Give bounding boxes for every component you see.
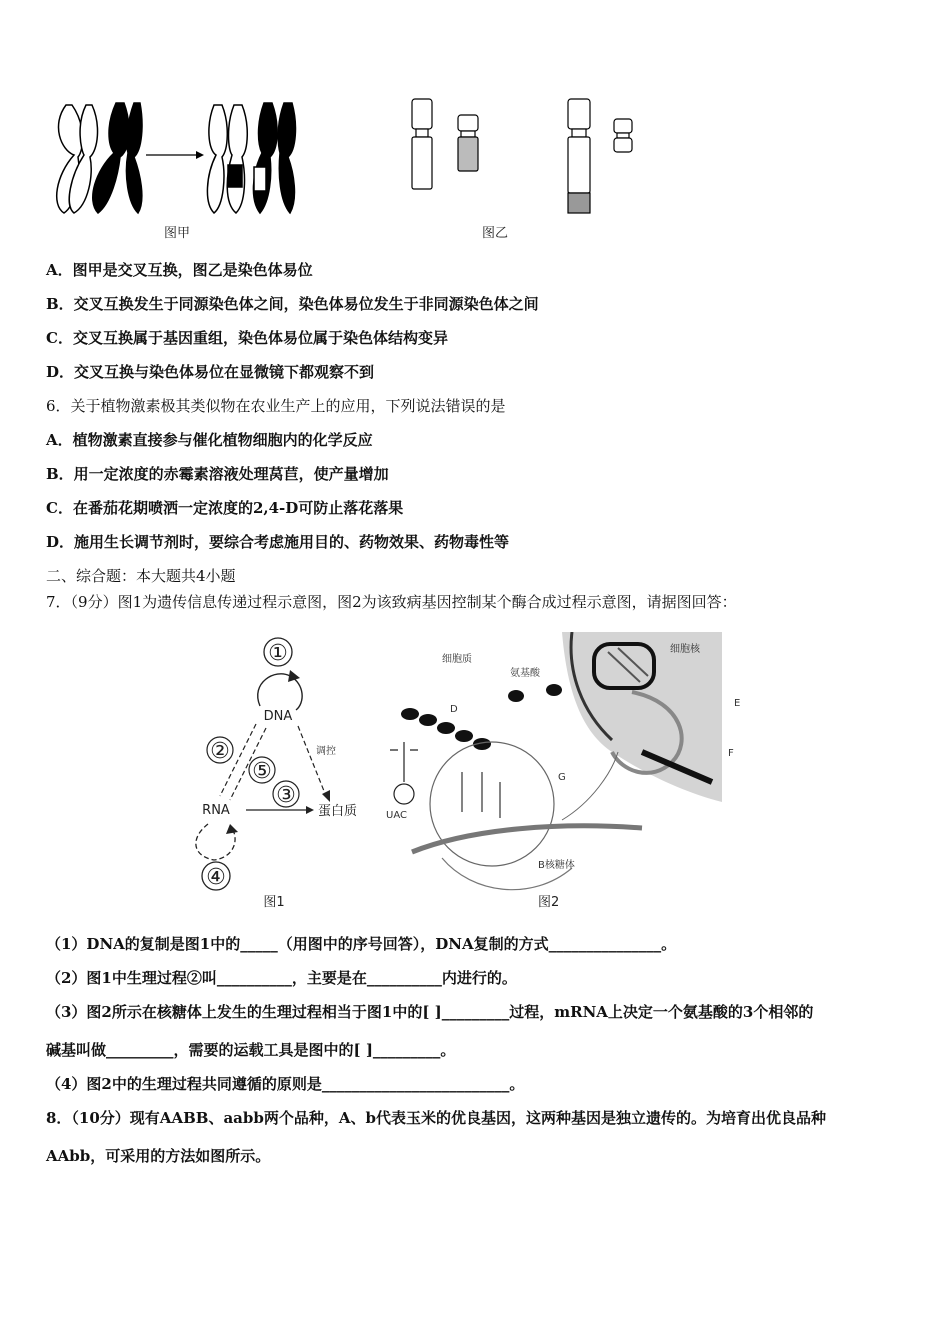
fig2-ribosome: B核糖体	[538, 860, 575, 871]
q7-sub3-line1: （3）图2所示在核糖体上发生的生理过程相当于图1中的[ ]_________过程，mRNA上决定一个氨基酸的3个相邻的	[46, 1003, 814, 1021]
fig1-dna: DNA	[263, 709, 293, 724]
q6-option-c: C．在番茄花期喷洒一定浓度的2,4-D可防止落花落果	[46, 499, 404, 517]
fig1-num-2: ②	[210, 739, 230, 764]
q7-sub1: （1）DNA的复制是图1中的_____（用图中的序号回答），DNA复制的方式_______________。	[46, 935, 677, 953]
fig1-num-3: ③	[276, 783, 296, 808]
chromosome-figure	[46, 95, 666, 245]
q6-stem: 6．关于植物激素极其类似物在农业生产上的应用，下列说法错误的是	[46, 397, 506, 415]
regulate-line	[298, 726, 326, 796]
fig2-uac: UAC	[386, 810, 407, 821]
fig2-nucleus: 细胞核	[670, 644, 700, 655]
fig1-num-1: ①	[268, 641, 288, 666]
fig-jia-after	[207, 103, 295, 213]
replication-arrow	[288, 670, 300, 682]
fig2-f: F	[728, 748, 734, 759]
fig1-caption: 图1	[263, 895, 285, 910]
regulate-arrow	[322, 790, 330, 802]
section-heading: 二、综合题：本大题共4小题	[46, 567, 236, 585]
q5-option-d: D．交叉互换与染色体易位在显微镜下都观察不到	[46, 363, 375, 381]
fig1-protein: 蛋白质	[318, 804, 358, 819]
q8-line1: 8．（10分）现有AABB、aabb两个品种，A、b代表玉米的优良基因，这两种基因是独立遗传的。为培育出优良品种	[46, 1109, 826, 1127]
q5-option-a: A．图甲是交叉互换，图乙是染色体易位	[46, 261, 313, 279]
q6-option-a: A．植物激素直接参与催化植物细胞内的化学反应	[46, 431, 373, 449]
fig-yi-before	[412, 99, 478, 189]
fig2-amino-acid: 氨基酸	[510, 668, 540, 679]
fig2-d: D	[450, 704, 458, 715]
fig2-cytoplasm: 细胞质	[442, 654, 472, 665]
label-jia: 图甲	[164, 226, 191, 241]
q6-option-b: B．用一定浓度的赤霉素溶液处理莴苣，使产量增加	[46, 465, 389, 483]
figure-1	[180, 628, 380, 918]
q6-option-d: D．施用生长调节剂时，要综合考虑施用目的、药物效果、药物毒性等	[46, 533, 510, 551]
rna-replication-arrow	[226, 824, 238, 834]
figure-2	[382, 632, 747, 917]
fig-yi-after	[568, 99, 632, 213]
translation-arrow	[306, 806, 314, 814]
fig2-e: E	[734, 698, 741, 709]
fig1-regulate: 调控	[316, 746, 336, 757]
arrow-head	[196, 151, 204, 159]
fig1-num-4: ④	[206, 865, 226, 890]
q8-line2: AAbb，可采用的方法如图所示。	[46, 1147, 271, 1165]
fig-jia-before	[57, 103, 142, 213]
label-yi: 图乙	[482, 226, 509, 241]
q7-sub4: （4）图2中的生理过程共同遵循的原则是_________________________。	[46, 1075, 525, 1093]
fig1-rna: RNA	[202, 803, 230, 818]
q7-stem: 7．（9分）图1为遗传信息传递过程示意图，图2为该致病基因控制某个酶合成过程示意图，请据图回答：	[46, 593, 737, 611]
fig2-caption: 图2	[538, 895, 560, 910]
q7-sub2: （2）图1中生理过程②叫__________，主要是在__________内进行的。	[46, 969, 517, 987]
q5-option-b: B．交叉互换发生于同源染色体之间，染色体易位发生于非同源染色体之间	[46, 295, 539, 313]
q7-sub3-line2: 碱基叫做_________，需要的运载工具是图中的[ ]_________。	[46, 1041, 456, 1059]
q5-option-c: C．交叉互换属于基因重组，染色体易位属于染色体结构变异	[46, 329, 448, 347]
fig1-num-5: ⑤	[252, 759, 272, 784]
fig2-g: G	[558, 772, 566, 783]
